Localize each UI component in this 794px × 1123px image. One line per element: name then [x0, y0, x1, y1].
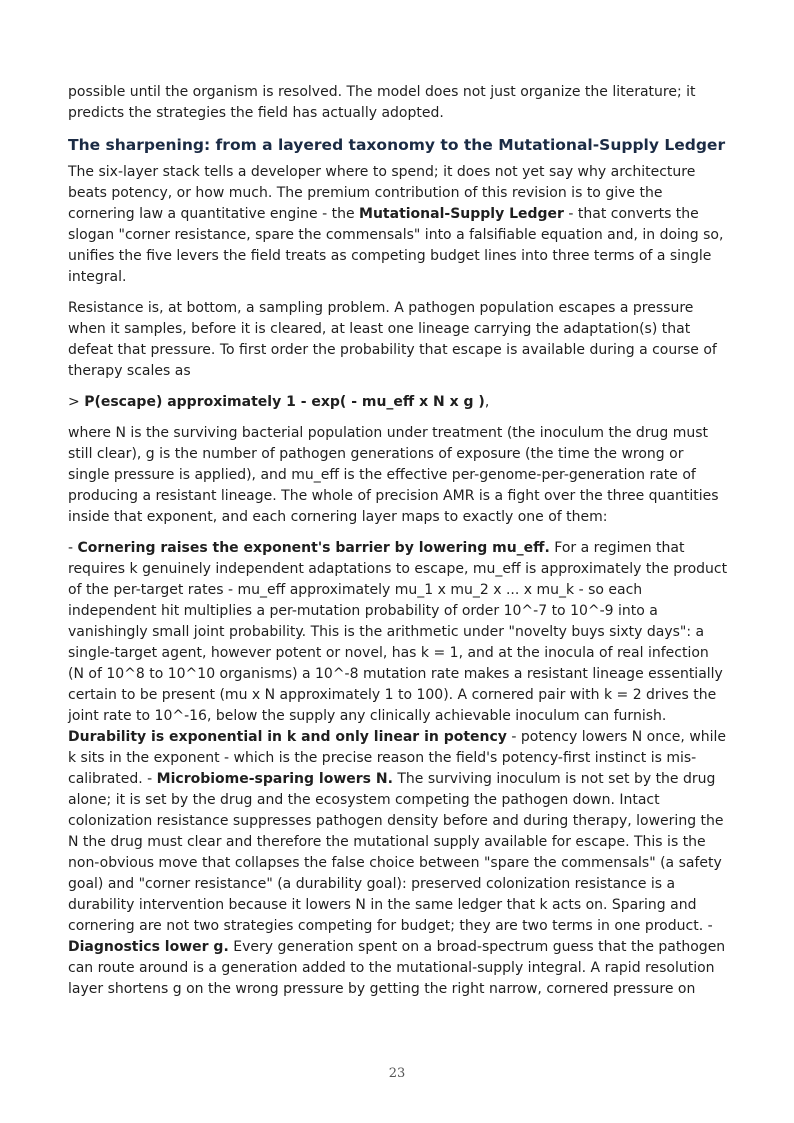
text-run: For a regimen that requires k genuinely independent adaptations to escape, mu_eff is approximately the product of the per-target rates - mu_eff approximately mu_1 x mu_2 x ... x mu_k - so each independent hit multiplies a per-mutation probability of order 10^-7 to 10^-9 into a vanishingly small joint probability. This is the arithmetic under "novelty buys sixty days": a single-target agent, however potent or novel, has k = 1, and at the inocula of real infection (N of 10^8 to 10^10 organisms) a 10^-8 mutation rate makes a resistant lineage essentially certain to be present (mu x N approximately 1 to 100). A cornered pair with k = 2 drives the joint rate to 10^-16, below the supply any clinically achievable inoculum can furnish. [68, 540, 728, 724]
paragraph-ledger-intro [68, 162, 728, 288]
bold-diagnostics: Diagnostics lower g. [68, 939, 229, 955]
text-run: - potency lowers N once, while k sits in the exponent - which is the precise reason the field's potency-first instinct is mis-calibrated. - [68, 729, 727, 787]
text-run: Every generation spent on a broad-spectrum guess that the pathogen can route around is a generation added to the mutational-supply integral. A rapid resolution layer shortens g on the wrong pressure by getting the right narrow, cornered pressure on [68, 939, 726, 997]
text-run: The surviving inoculum is not set by the drug alone; it is set by the drug and the ecosystem competing the pathogen down. Intact colonization resistance suppresses pathogen density before and during therapy, lowering the N the drug must clear and therefore the mutational supply available for escape. This is the non-obvious move that collapses the false choice between "spare the commensals" (a safety goal) and "corner resistance" (a durability goal): preserved colonization resistance is a durability intervention because it lowers N in the same ledger that k acts on. Sparing and cornering are not two strategies competing for budget; they are two terms in one product. - [68, 771, 724, 934]
page-number: 23 [388, 1066, 406, 1081]
section-heading: The sharpening: from a layered taxonomy to the Mutational-Supply Ledger [68, 136, 726, 154]
bold-term: Mutational-Supply Ledger [359, 206, 564, 222]
paragraph-definitions: where N is the surviving bacterial population under treatment (the inoculum the drug must still clear), g is the number of pathogen generations of exposure (the time the wrong or single pressure is applied), and mu_eff is the effective per-genome-per-generation rate of producing a resistant lineage. The whole of precision AMR is a fight over the three quantities inside that exponent, and each cornering layer maps to exactly one of them: [68, 425, 719, 525]
bold-durability: Durability is exponential in k and only linear in potency [68, 729, 507, 745]
paragraph-intro: possible until the organism is resolved. The model does not just organize the literature; it predicts the strategies the field has actually adopted. [68, 84, 696, 121]
text-run: The six-layer stack tells a developer where to spend; it does not yet say why architecture beats potency, or how much. The premium contribution of this revision is to give the cornering law a quantitative engine - the [68, 164, 696, 222]
equation-line [68, 392, 728, 413]
quote-marker: > [68, 394, 85, 410]
text-run: - that converts the slogan "corner resistance, spare the commensals" into a falsifiable equation and, in doing so, unifies the five levers the field treats as competing budget lines into three terms of a single integral. [68, 206, 724, 285]
bold-cornering: Cornering raises the exponent's barrier by lowering mu_eff. [77, 540, 550, 556]
equation-formula: P(escape) approximately 1 - exp( - mu_eff x N x g ) [84, 394, 485, 410]
paragraph-levers [68, 538, 728, 1000]
text-run: - [68, 540, 78, 556]
bold-microbiome: Microbiome-sparing lowers N. [156, 771, 393, 787]
paragraph-sampling: Resistance is, at bottom, a sampling problem. A pathogen population escapes a pressure when it samples, before it is cleared, at least one lineage carrying the adaptation(s) that defeat that pressure. To first order the probability that escape is available during a course of therapy scales as [68, 300, 717, 379]
page-content [68, 82, 728, 1010]
equation-suffix: , [484, 394, 490, 410]
